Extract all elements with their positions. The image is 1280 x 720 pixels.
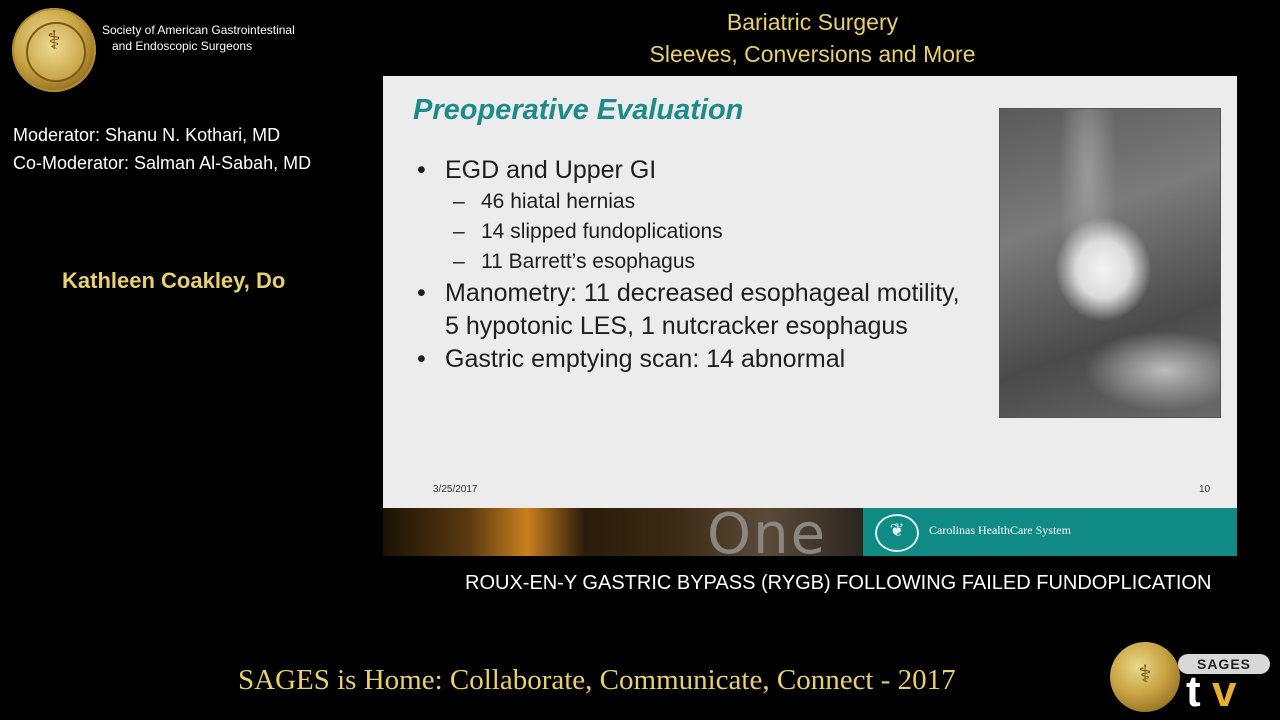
- slide-bullets: [417, 154, 977, 376]
- bullet-item: [417, 343, 977, 376]
- sages-seal-icon: ⚕: [12, 8, 96, 92]
- society-name: [102, 22, 295, 54]
- slide-footer-banner: [383, 502, 1237, 567]
- tv-logo-v: v: [1212, 667, 1237, 716]
- banner-word: One: [707, 502, 828, 567]
- speaker-name: Kathleen Coakley, Do: [62, 268, 286, 293]
- brand-panel: [863, 508, 1237, 556]
- society-line-1: Society of American Gastrointestinal: [102, 23, 295, 37]
- tv-logo-t: t: [1186, 667, 1201, 716]
- sages-badge: SAGES: [1178, 654, 1270, 674]
- bullet-item: [417, 154, 977, 277]
- moderator: Moderator: Shanu N. Kothari, MD: [13, 125, 281, 145]
- moderators: [13, 121, 311, 177]
- sub-bullet-item: – 11 Barrett’s esophagus: [445, 247, 977, 277]
- bullet-item: [417, 277, 977, 343]
- bullet-text: Gastric emptying scan: 14 abnormal: [445, 345, 846, 373]
- bullet-text: Manometry: 11 decreased esophageal motility, 5 hypotonic LES, 1 nutcracker esophagus: [445, 279, 960, 340]
- society-line-2: and Endoscopic Surgeons: [112, 39, 253, 53]
- slide-page-number: 10: [1199, 484, 1211, 495]
- slide-title: Preoperative Evaluation: [413, 94, 744, 126]
- slide-date: 3/25/2017: [433, 484, 478, 495]
- brand-name: Carolinas HealthCare System: [929, 523, 1071, 537]
- sub-bullet-item: – 14 slipped fundoplications: [445, 217, 977, 247]
- sages-tv-seal-icon: ⚕: [1110, 642, 1180, 712]
- co-moderator: Co-Moderator: Salman Al-Sabah, MD: [13, 153, 312, 173]
- conference-tagline: SAGES is Home: Collaborate, Communicate, Connect - 2017: [238, 664, 956, 696]
- session-title-line-1: Bariatric Surgery: [726, 9, 899, 35]
- bullet-text: EGD and Upper GI: [445, 156, 657, 184]
- talk-caption: ROUX-EN-Y GASTRIC BYPASS (RYGB) FOLLOWING FAILED FUNDOPLICATION: [465, 572, 1212, 594]
- session-title: [560, 6, 1065, 70]
- xray-image: [999, 108, 1221, 418]
- presentation-slide: [383, 76, 1237, 508]
- session-title-line-2: Sleeves, Conversions and More: [649, 41, 976, 67]
- carolinas-tree-icon: ❦: [875, 514, 919, 552]
- sub-bullet-item: – 46 hiatal hernias: [445, 187, 977, 217]
